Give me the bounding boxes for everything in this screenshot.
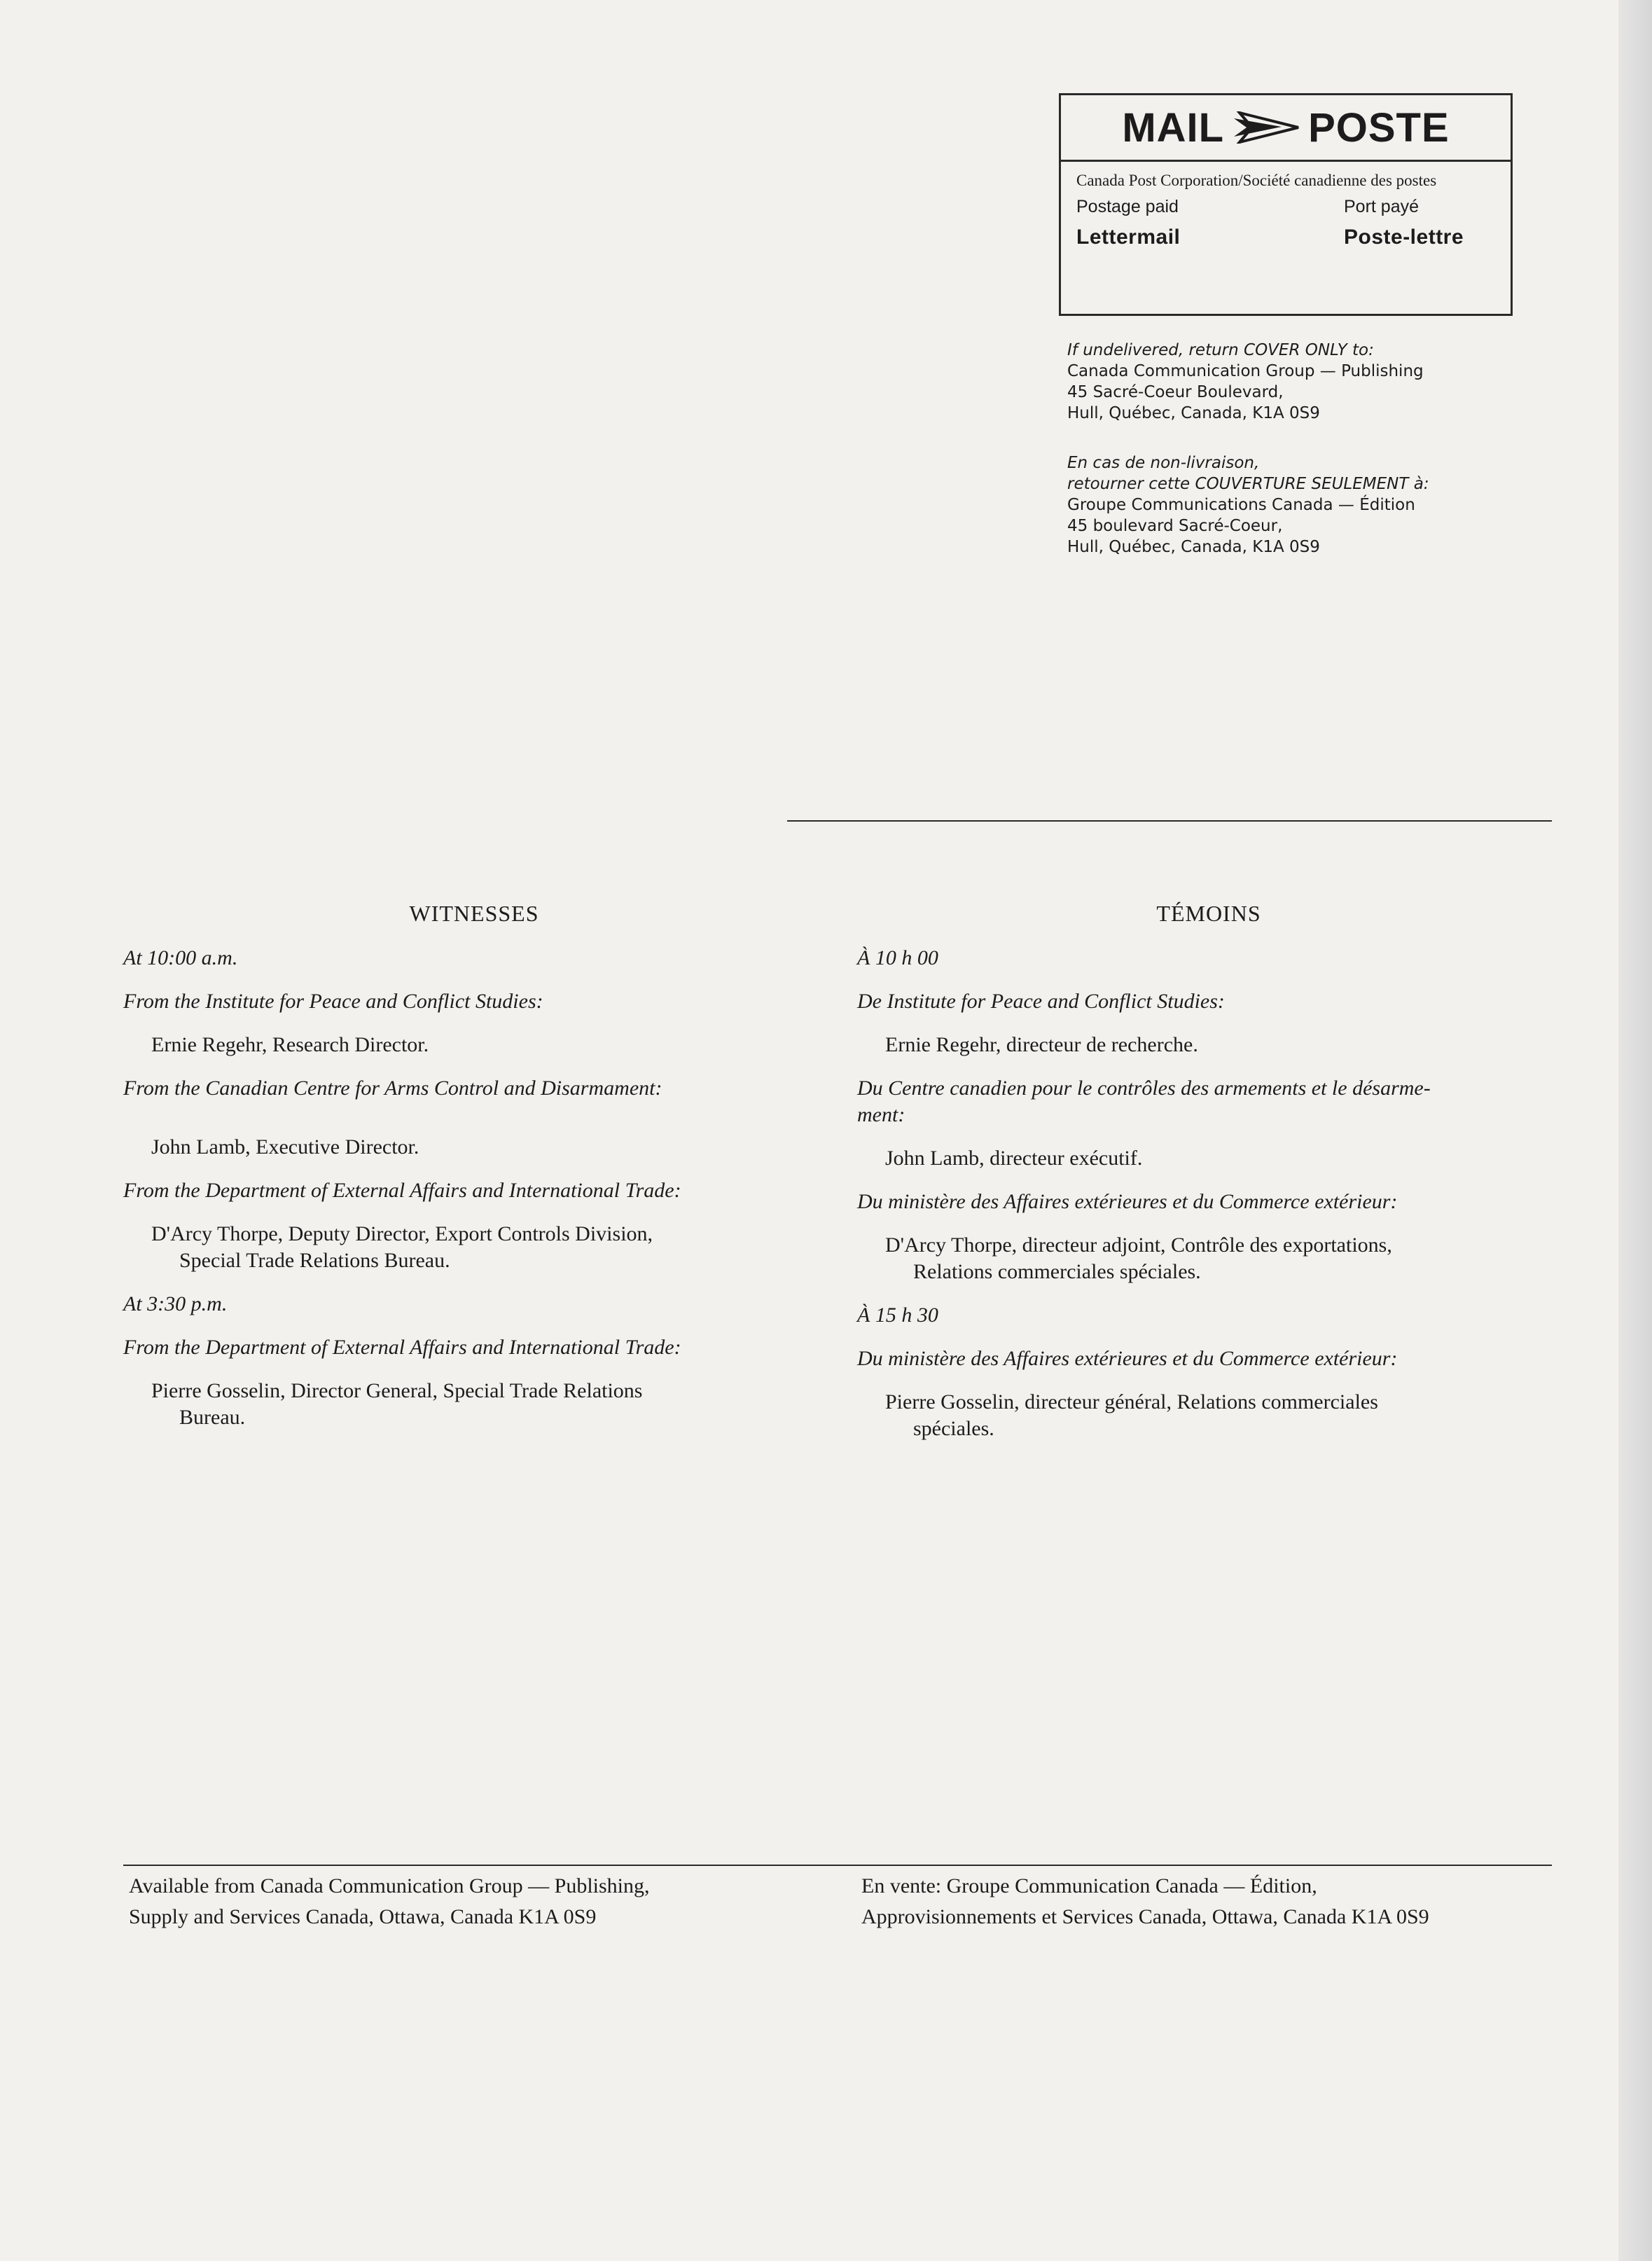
organization: Du ministère des Affaires extérieures et du Commerce extérieur: [857,1347,1398,1370]
witness [857,1389,1560,1442]
footer-line: Available from Canada Communication Group — Publishing, [129,1874,650,1897]
divider-top [787,820,1552,822]
postage-indicia-box [1059,93,1513,316]
witnesses-heading: TÉMOINS [1156,901,1261,926]
mail-word: MAIL [1122,104,1225,151]
time-label: À 10 h 00 [857,946,938,969]
footer-line: Approvisionnements et Services Canada, Ottawa, Canada K1A 0S9 [861,1905,1429,1928]
organization: De Institute for Peace and Conflict Studies: [857,990,1225,1013]
organization: From the Canadian Centre for Arms Control and Disarmament: [123,1077,662,1100]
return-line: If undelivered, return COVER ONLY to: [1067,341,1374,359]
organization: Du ministère des Affaires extérieures et du Commerce extérieur: [857,1190,1398,1213]
witness [123,1378,825,1431]
availability-notice-en [129,1871,650,1932]
return-line: Groupe Communications Canada — Édition [1067,496,1415,514]
lettermail-row [1061,226,1511,249]
witness: John Lamb, directeur exécutif. [885,1147,1143,1170]
organization-line: Du Centre canadien pour le contrôles des armements et le désarme- [857,1077,1431,1100]
witness [857,1232,1560,1285]
footer-line: Supply and Services Canada, Ottawa, Canada K1A 0S9 [129,1905,597,1928]
organization-line: ment: [857,1103,905,1126]
availability-notice-fr [861,1871,1429,1932]
return-line: 45 boulevard Sacré-Coeur, [1067,517,1283,535]
witness-line: D'Arcy Thorpe, directeur adjoint, Contrôle des exportations, [885,1233,1392,1257]
time-label: À 15 h 30 [857,1304,938,1327]
page-edge-shadow [1618,0,1652,2261]
witness-line: Pierre Gosselin, Director General, Special Trade Relations [151,1379,643,1402]
poste-word: POSTE [1308,104,1450,151]
post-corporation-name: Canada Post Corporation/Société canadienne des postes [1076,172,1437,189]
witness-line: D'Arcy Thorpe, Deputy Director, Export Controls Division, [151,1222,653,1245]
witness-line: spéciales. [913,1417,994,1440]
postage-paid-fr: Port payé [1344,197,1420,216]
witnesses-column-en [123,900,825,1448]
witness: John Lamb, Executive Director. [151,1135,419,1159]
witness-line: Bureau. [179,1406,246,1429]
footer-line: En vente: Groupe Communication Canada — Édition, [861,1874,1317,1897]
witness [123,1221,825,1274]
return-line: retourner cette COUVERTURE SEULEMENT à: [1067,475,1429,493]
postal-arrow-icon [1233,111,1300,144]
return-line: Hull, Québec, Canada, K1A 0S9 [1067,538,1320,556]
witnesses-heading: WITNESSES [409,901,539,926]
time-label: At 10:00 a.m. [123,946,238,969]
return-line: Canada Communication Group — Publishing [1067,362,1424,380]
return-line: Hull, Québec, Canada, K1A 0S9 [1067,404,1320,422]
witness-line: Relations commerciales spéciales. [913,1260,1201,1283]
postage-paid-row [1061,197,1511,217]
lettermail-en: Lettermail [1076,226,1181,249]
divider-bottom [123,1865,1552,1866]
return-address-fr [1067,452,1515,558]
postage-paid-en: Postage paid [1076,197,1179,216]
witness-line: Pierre Gosselin, directeur général, Relations commerciales [885,1390,1378,1413]
time-label: At 3:30 p.m. [123,1292,228,1315]
witness: Ernie Regehr, directeur de recherche. [885,1033,1198,1056]
organization [857,1075,1560,1128]
witness-line: Special Trade Relations Bureau. [179,1249,450,1272]
organization: From the Department of External Affairs and International Trade: [123,1179,681,1202]
return-line: 45 Sacré-Coeur Boulevard, [1067,383,1284,401]
witnesses-column-fr [857,900,1560,1459]
witness: Ernie Regehr, Research Director. [151,1033,429,1056]
return-address-en [1067,340,1515,424]
mail-poste-logo [1061,95,1511,162]
organization: From the Department of External Affairs and International Trade: [123,1336,681,1359]
return-line: En cas de non-livraison, [1067,454,1260,472]
lettermail-fr: Poste-lettre [1344,226,1464,249]
organization: From the Institute for Peace and Conflict Studies: [123,990,543,1013]
